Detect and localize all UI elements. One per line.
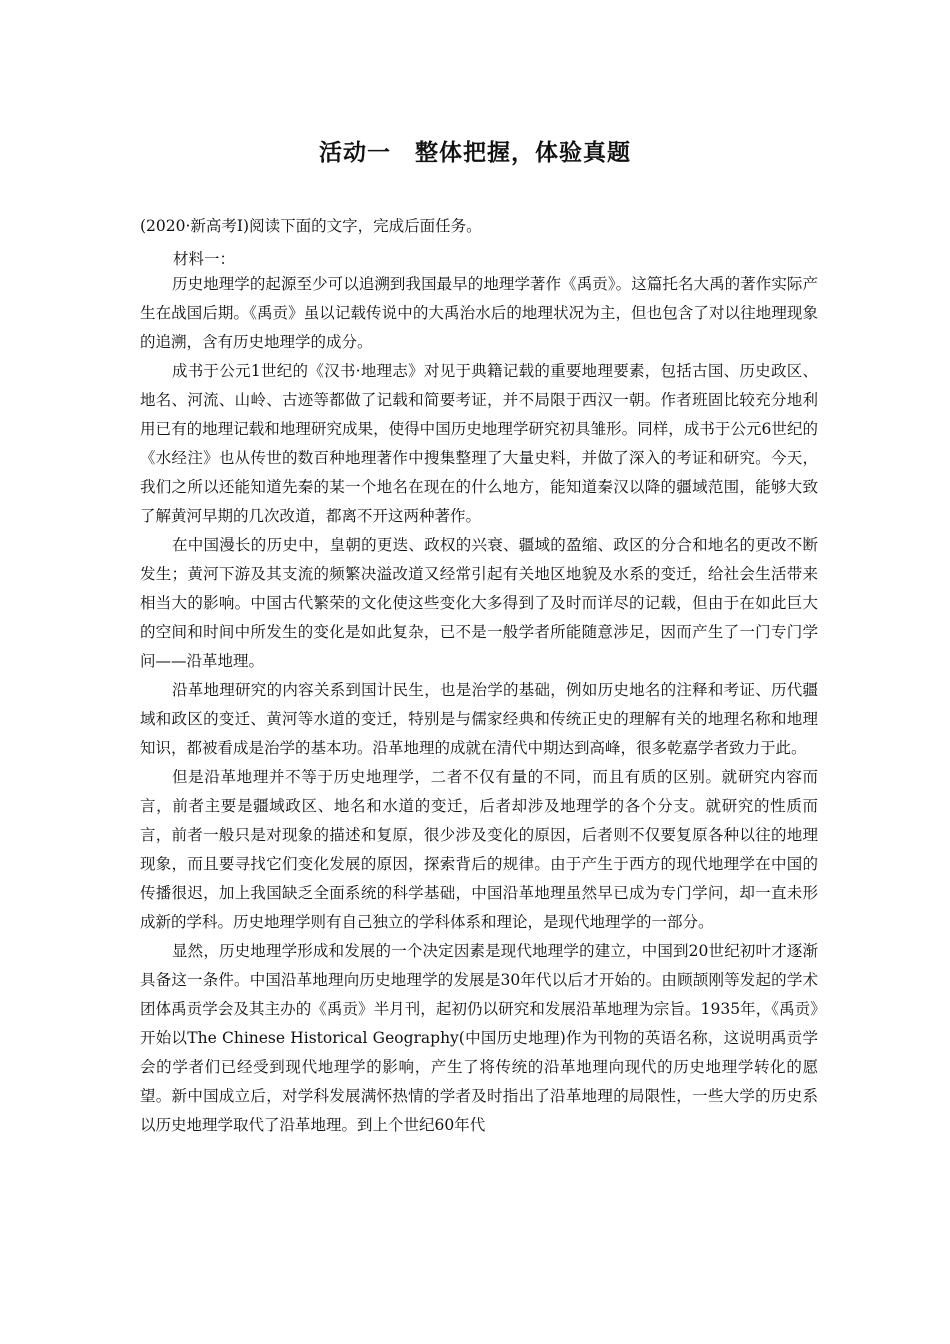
article-body	[140, 270, 818, 1140]
paragraph: 沿革地理研究的内容关系到国计民生，也是治学的基础，例如历史地名的注释和考证、历代疆域和政区的变迁、黄河等水道的变迁，特别是与儒家经典和传统正史的理解有关的地理名称和地理知识，都被看成是治学的基本功。沿革地理的成就在清代中期达到高峰，很多乾嘉学者致力于此。	[140, 681, 818, 757]
task-intro: (2020·新高考Ⅰ)阅读下面的文字，完成后面任务。	[140, 217, 482, 235]
page-title: 活动一 整体把握，体验真题	[319, 140, 631, 166]
paragraph: 在中国漫长的历史中，皇朝的更迭、政权的兴衰、疆域的盈缩、政区的分合和地名的更改不断发生；黄河下游及其支流的频繁决溢改道又经常引起有关地区地貌及水系的变迁，给社会生活带来相当大的影响。中国古代繁荣的文化使这些变化大多得到了及时而详尽的记载，但由于在如此巨大的空间和时间中所发生的变化是如此复杂，已不是一般学者所能随意涉足，因而产生了一门专门学问——沿革地理。	[140, 536, 818, 670]
paragraph: 但是沿革地理并不等于历史地理学，二者不仅有量的不同，而且有质的区别。就研究内容而言，前者主要是疆域政区、地名和水道的变迁，后者却涉及地理学的各个分支。就研究的性质而言，前者一般只是对现象的描述和复原，很少涉及变化的原因，后者则不仅要复原各种以往的地理现象，而且要寻找它们变化发展的原因，探索背后的规律。由于产生于西方的现代地理学在中国的传播很迟，加上我国缺乏全面系统的科学基础，中国沿革地理虽然早已成为专门学问，却一直未形成新的学科。历史地理学则有自己独立的学科体系和理论，是现代地理学的一部分。	[140, 768, 818, 931]
paragraph: 显然，历史地理学形成和发展的一个决定因素是现代地理学的建立，中国到20世纪初叶才逐渐具备这一条件。中国沿革地理向历史地理学的发展是30年代以后才开始的。由顾颉刚等发起的学术团体禹贡学会及其主办的《禹贡》半月刊，起初仍以研究和发展沿革地理为宗旨。1935年，《禹贡》开始以The Chinese Historical Geography(中国历史地理)作为刊物的英语名称，这说明禹贡学会的学者们已经受到现代地理学的影响，产生了将传统的沿革地理向现代的历史地理学转化的愿望。新中国成立后，对学科发展满怀热情的学者及时指出了沿革地理的局限性，一些大学的历史系以历史地理学取代了沿革地理。到上个世纪60年代	[140, 942, 818, 1134]
paragraph: 历史地理学的起源至少可以追溯到我国最早的地理学著作《禹贡》。这篇托名大禹的著作实际产生在战国后期。《禹贡》虽以记载传说中的大禹治水后的地理状况为主，但也包含了对以往地理现象的追溯，含有历史地理学的成分。	[140, 275, 818, 351]
paragraph: 成书于公元1世纪的《汉书·地理志》对见于典籍记载的重要地理要素，包括古国、历史政区、地名、河流、山岭、古迹等都做了记载和简要考证，并不局限于西汉一朝。作者班固比较充分地利用已有的地理记载和地理研究成果，使得中国历史地理学研究初具雏形。同样，成书于公元6世纪的《水经注》也从传世的数百种地理著作中搜集整理了大量史料，并做了深入的考证和研究。今天，我们之所以还能知道先秦的某一个地名在现在的什么地方，能知道秦汉以降的疆域范围，能够大致了解黄河早期的几次改道，都离不开这两种著作。	[140, 362, 818, 525]
material-label: 材料一：	[173, 250, 236, 268]
